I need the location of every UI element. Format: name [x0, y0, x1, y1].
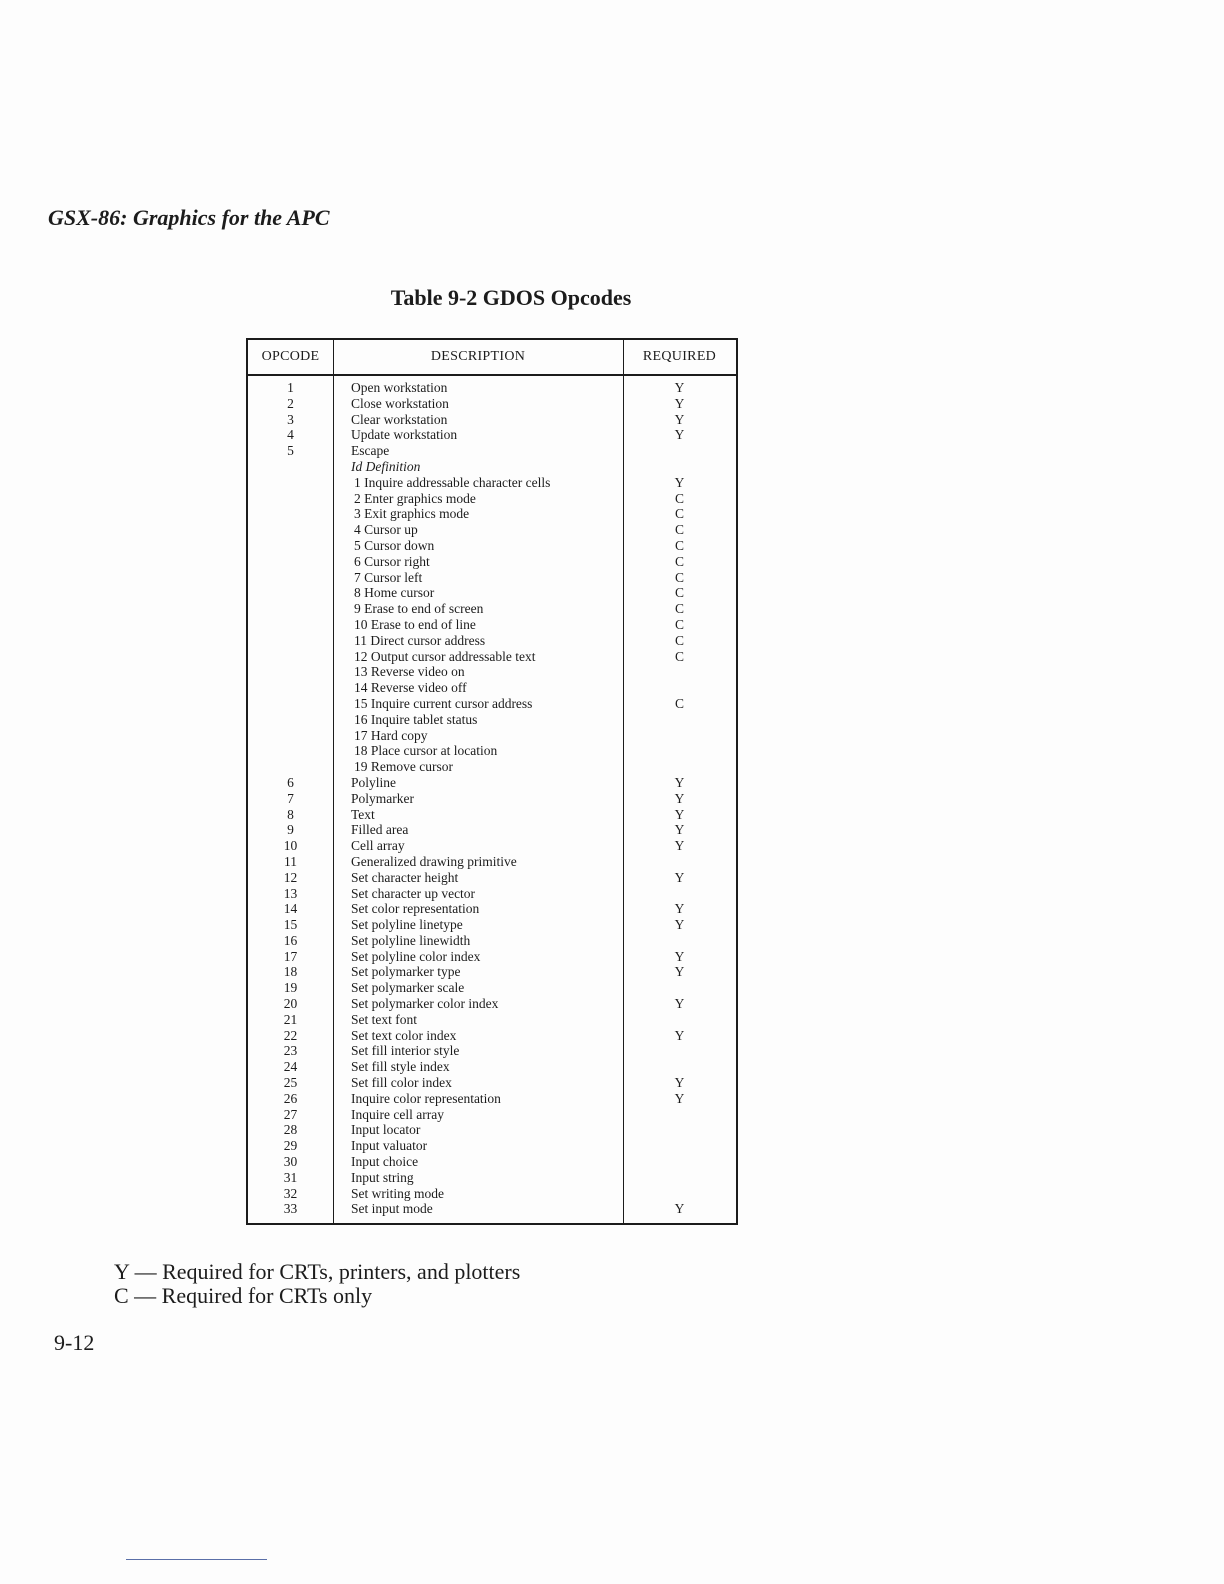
table-row [248, 680, 736, 696]
description-cell: Set text font [351, 1011, 417, 1027]
opcode-cell: 21 [283, 1011, 298, 1027]
description-cell: 12 Output cursor addressable text [354, 648, 536, 664]
description-cell: Inquire cell array [351, 1106, 444, 1122]
opcode-cell: 10 [283, 838, 298, 854]
table-row [248, 554, 736, 570]
table-row [248, 743, 736, 759]
description-cell: Set fill style index [351, 1059, 450, 1075]
description-cell: Set input mode [351, 1201, 433, 1217]
table-row [248, 807, 736, 823]
required-cell: Y [674, 1075, 685, 1091]
required-cell: Y [674, 869, 685, 885]
description-cell: 13 Reverse video on [354, 664, 465, 680]
description-cell: 19 Remove cursor [354, 759, 453, 775]
opcode-cell: 18 [283, 964, 298, 980]
required-cell: C [674, 585, 684, 601]
table-row [248, 491, 736, 507]
column-header-required: REQUIRED [642, 349, 717, 364]
opcode-cell: 24 [283, 1059, 298, 1075]
required-cell: C [674, 553, 684, 569]
description-cell: 11 Direct cursor address [354, 632, 486, 648]
opcode-cell: 26 [283, 1090, 298, 1106]
description-cell: 2 Enter graphics mode [354, 490, 476, 506]
table-row [248, 1122, 736, 1138]
table-row [248, 901, 736, 917]
table-row [248, 1043, 736, 1059]
opcode-cell: 17 [283, 948, 298, 964]
opcode-cell: 23 [283, 1043, 298, 1059]
table-row [248, 1059, 736, 1075]
table-row [248, 728, 736, 744]
required-cell: Y [674, 774, 685, 790]
table-row [248, 886, 736, 902]
table-row [248, 870, 736, 886]
opcode-cell: 31 [283, 1169, 298, 1185]
legend-item-c: C — Required for CRTs only [114, 1283, 373, 1308]
table-row [248, 475, 736, 491]
description-cell: 4 Cursor up [354, 522, 418, 538]
description-cell: Set fill color index [351, 1075, 452, 1091]
opcode-cell: 7 [287, 790, 294, 806]
table-body [248, 380, 736, 1217]
table-row [248, 506, 736, 522]
required-cell: Y [674, 380, 685, 395]
table-row [248, 459, 736, 475]
running-header: GSX-86: Graphics for the APC [48, 205, 330, 230]
table-row [248, 412, 736, 428]
column-header-description: DESCRIPTION [430, 349, 526, 364]
table-row [248, 664, 736, 680]
description-cell: 18 Place cursor at location [354, 743, 498, 759]
required-cell: Y [674, 427, 685, 443]
required-cell: Y [674, 474, 685, 490]
table-row [248, 1170, 736, 1186]
required-cell: Y [674, 964, 685, 980]
table-row [248, 980, 736, 996]
opcode-cell: 11 [284, 853, 297, 869]
description-cell: Input string [351, 1169, 414, 1185]
description-cell: 6 Cursor right [354, 553, 430, 569]
description-cell: Set character up vector [351, 885, 476, 901]
required-cell: Y [674, 1201, 685, 1217]
required-cell: C [674, 522, 684, 538]
description-cell: Clear workstation [351, 411, 448, 427]
legend-item-y: Y — Required for CRTs, printers, and plotters [114, 1259, 521, 1284]
description-cell: Input locator [351, 1122, 421, 1138]
opcode-cell: 9 [287, 822, 294, 838]
description-cell: 14 Reverse video off [354, 680, 467, 696]
table-row [248, 380, 736, 396]
table-row [248, 1201, 736, 1217]
description-cell: 10 Erase to end of line [354, 616, 476, 632]
opcode-cell: 1 [287, 380, 294, 395]
description-cell: 16 Inquire tablet status [354, 711, 478, 727]
description-cell: Input choice [351, 1154, 419, 1170]
required-cell: Y [674, 996, 685, 1012]
opcode-cell: 22 [283, 1027, 298, 1043]
required-cell: C [674, 632, 684, 648]
table-row [248, 1075, 736, 1091]
table-row [248, 396, 736, 412]
description-cell: Set polymarker type [351, 964, 461, 980]
table-row [248, 538, 736, 554]
opcode-cell: 12 [283, 869, 298, 885]
opcode-cell: 30 [283, 1154, 298, 1170]
required-cell: Y [674, 1027, 685, 1043]
table-title: Table 9-2 GDOS Opcodes [390, 285, 632, 310]
opcode-cell: 19 [283, 980, 298, 996]
table-row [248, 649, 736, 665]
table-row [248, 1107, 736, 1123]
table-row [248, 443, 736, 459]
opcode-cell: 32 [283, 1185, 298, 1201]
description-cell: Set character height [351, 869, 459, 885]
description-cell: Polyline [351, 774, 397, 790]
description-cell: Text [351, 806, 375, 822]
legend [114, 1260, 520, 1308]
opcode-cell: 29 [283, 1138, 298, 1154]
description-cell: Input valuator [351, 1138, 428, 1154]
description-cell: Set polymarker color index [351, 996, 499, 1012]
required-cell: Y [674, 790, 685, 806]
column-header-opcode: OPCODE [261, 349, 320, 364]
required-cell: Y [674, 411, 685, 427]
opcode-table [246, 338, 738, 1225]
required-cell: Y [674, 838, 685, 854]
opcode-cell: 3 [287, 411, 294, 427]
opcode-cell: 27 [283, 1106, 298, 1122]
description-cell: 17 Hard copy [354, 727, 428, 743]
table-row [248, 854, 736, 870]
table-row [248, 1028, 736, 1044]
table-row [248, 996, 736, 1012]
table-row [248, 522, 736, 538]
description-cell: Set polymarker scale [351, 980, 465, 996]
table-row [248, 696, 736, 712]
description-cell: 15 Inquire current cursor address [354, 695, 533, 711]
opcode-cell: 14 [283, 901, 298, 917]
description-cell: Set color representation [351, 901, 480, 917]
table-row [248, 570, 736, 586]
required-cell: Y [674, 1090, 685, 1106]
required-cell: Y [674, 917, 685, 933]
description-cell: 3 Exit graphics mode [354, 506, 470, 522]
opcode-cell: 16 [283, 932, 298, 948]
description-cell: Open workstation [351, 380, 448, 395]
description-cell: Generalized drawing primitive [351, 853, 517, 869]
table-row [248, 838, 736, 854]
required-cell: Y [674, 395, 685, 411]
description-cell: Set text color index [351, 1027, 457, 1043]
opcode-cell: 6 [287, 774, 294, 790]
description-cell: Set fill interior style [351, 1043, 460, 1059]
description-cell: 9 Erase to end of screen [354, 601, 484, 617]
table-row [248, 712, 736, 728]
opcode-cell: 33 [283, 1201, 298, 1217]
table-row [248, 1138, 736, 1154]
table-row [248, 585, 736, 601]
table-row [248, 601, 736, 617]
description-cell: 1 Inquire addressable character cells [354, 474, 551, 490]
table-row [248, 427, 736, 443]
description-cell: 8 Home cursor [354, 585, 435, 601]
required-cell: C [674, 616, 684, 632]
description-cell: Cell array [351, 838, 405, 854]
description-cell: Id Definition [351, 458, 421, 474]
description-cell: Set polyline linetype [351, 917, 463, 933]
description-cell: Filled area [351, 822, 409, 838]
table-row [248, 949, 736, 965]
table-row [248, 822, 736, 838]
required-cell: Y [674, 822, 685, 838]
description-cell: Set polyline linewidth [351, 932, 471, 948]
required-cell: C [674, 537, 684, 553]
opcode-cell: 4 [287, 427, 294, 443]
table-row [248, 917, 736, 933]
description-cell: Polymarker [351, 790, 414, 806]
table-row [248, 933, 736, 949]
required-cell: C [674, 506, 684, 522]
table-row [248, 1091, 736, 1107]
table-row [248, 791, 736, 807]
table-row [248, 1012, 736, 1028]
required-cell: Y [674, 948, 685, 964]
table-row [248, 1186, 736, 1202]
opcode-cell: 2 [287, 395, 294, 411]
opcode-cell: 8 [287, 806, 294, 822]
opcode-cell: 13 [283, 885, 298, 901]
required-cell: C [674, 648, 684, 664]
opcode-cell: 20 [283, 996, 298, 1012]
footer-rule [126, 1559, 267, 1560]
page-number: 9-12 [54, 1330, 95, 1355]
description-cell: Set polyline color index [351, 948, 481, 964]
required-cell: C [674, 601, 684, 617]
table-header-row [248, 340, 736, 376]
required-cell: C [674, 569, 684, 585]
opcode-cell: 25 [283, 1075, 298, 1091]
description-cell: 7 Cursor left [354, 569, 423, 585]
description-cell: Inquire color representation [351, 1090, 501, 1106]
description-cell: Escape [351, 443, 390, 459]
table-row [248, 633, 736, 649]
opcode-cell: 15 [283, 917, 298, 933]
required-cell: Y [674, 901, 685, 917]
required-cell: C [674, 695, 684, 711]
opcode-cell: 28 [283, 1122, 298, 1138]
table-row [248, 964, 736, 980]
description-cell: Set writing mode [351, 1185, 444, 1201]
table-row [248, 1154, 736, 1170]
required-cell: Y [674, 806, 685, 822]
table-row [248, 775, 736, 791]
description-cell: Close workstation [351, 395, 449, 411]
table-row [248, 617, 736, 633]
description-cell: Update workstation [351, 427, 458, 443]
description-cell: 5 Cursor down [354, 537, 435, 553]
required-cell: C [674, 490, 684, 506]
table-row [248, 759, 736, 775]
opcode-cell: 5 [287, 443, 294, 459]
